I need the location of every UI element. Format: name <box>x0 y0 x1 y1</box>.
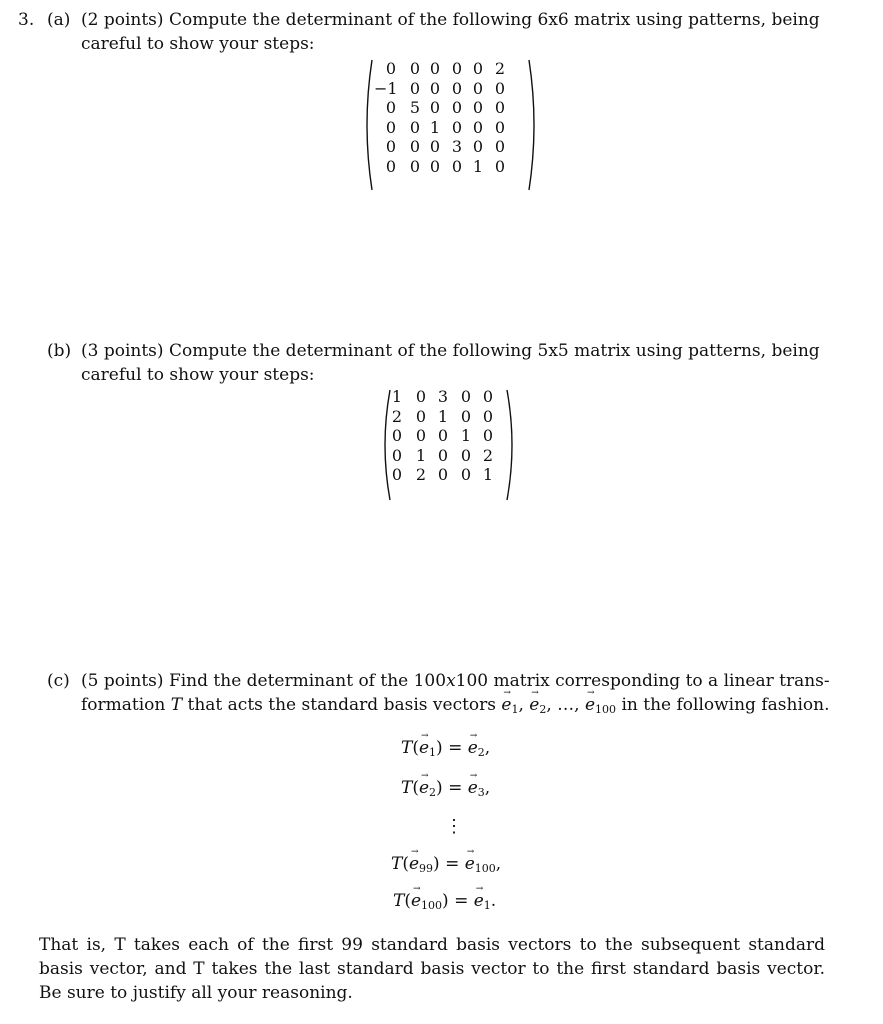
matrix-entry: 0 <box>472 98 483 118</box>
matrix-entry: 0 <box>460 387 471 406</box>
matrix-entry: 0 <box>451 78 462 98</box>
matrix-entry: 0 <box>415 426 426 446</box>
equation-2: $T(\to e_2)$ = → $e_3$, <box>401 780 490 798</box>
part-c-label: (c) <box>47 671 70 691</box>
part-a-label: (a) <box>47 10 71 30</box>
equation-3: $T(\to e_{99})$ = → $e_{100}$, <box>391 856 501 874</box>
matrix-entry: 2 <box>482 445 493 465</box>
matrix-entry: 0 <box>391 445 402 465</box>
vertical-ellipsis: ⋮ <box>445 816 463 837</box>
matrix-entry: 0 <box>429 98 440 118</box>
matrix-entry: 0 <box>494 98 505 118</box>
matrix-entry: 0 <box>494 156 505 176</box>
matrix-entry: 0 <box>437 465 448 485</box>
matrix-entry: 0 <box>472 117 483 137</box>
matrix-entry: 0 <box>415 406 426 426</box>
matrix-entry: 0 <box>385 98 396 118</box>
matrix-entry: 0 <box>482 387 493 406</box>
matrix-entry: 0 <box>409 78 420 98</box>
matrix-entry: 0 <box>429 59 440 78</box>
matrix-entry: 0 <box>460 465 471 485</box>
matrix-entry: 0 <box>494 117 505 137</box>
matrix-entry: 0 <box>409 59 420 78</box>
matrix-entry: 0 <box>451 117 462 137</box>
matrix-entry: 0 <box>460 406 471 426</box>
matrix-entry: 1 <box>415 445 426 465</box>
problem-number: 3. <box>18 10 35 30</box>
matrix-entry: 0 <box>429 156 440 176</box>
matrix-entry: 0 <box>391 426 402 446</box>
matrix-entry: 3 <box>451 137 462 157</box>
matrix-entry: 0 <box>415 387 426 406</box>
part-b-line1: (3 points) Compute the determinant of the following 5x5 matrix using patterns, being <box>81 341 820 361</box>
part-b-label: (b) <box>47 341 72 361</box>
equation-1: $T(\to e_1)$ = → $e_2$, <box>401 740 490 758</box>
matrix-entry: 0 <box>460 445 471 465</box>
matrix-b-right-paren <box>505 388 519 502</box>
matrix-a <box>374 59 505 177</box>
matrix-entry: −1 <box>374 78 398 98</box>
matrix-entry: 0 <box>494 78 505 98</box>
matrix-a-left-paren <box>360 58 374 192</box>
matrix-entry: 0 <box>472 59 483 78</box>
matrix-entry: 0 <box>437 445 448 465</box>
matrix-entry: 1 <box>437 406 448 426</box>
matrix-entry: 2 <box>391 406 402 426</box>
equation-4: $T(\to e_{100})$ = → $e_1$. <box>393 893 496 911</box>
matrix-b <box>388 387 493 485</box>
matrix-entry: 1 <box>391 387 402 406</box>
matrix-entry: 1 <box>482 465 493 485</box>
matrix-entry: 1 <box>429 117 440 137</box>
matrix-entry: 0 <box>385 156 396 176</box>
matrix-entry: 0 <box>429 137 440 157</box>
matrix-entry: 0 <box>391 465 402 485</box>
matrix-entry: 1 <box>460 426 471 446</box>
matrix-entry: 2 <box>494 59 505 78</box>
part-c-closing-paragraph: That is, T takes each of the first 99 standard basis vectors to the subsequent standard basis vector, and T takes the last standard basis vector to the first standard basis vector. Be sure to justify all your reasoning. <box>39 935 825 1003</box>
matrix-entry: 3 <box>437 387 448 406</box>
matrix-entry: 0 <box>385 137 396 157</box>
matrix-entry: 2 <box>415 465 426 485</box>
matrix-entry: 0 <box>409 137 420 157</box>
part-c-line2: formation T that acts the standard basis vectors → $e_1$, → $e_2$, …, → $e_{100}$ in the following fashion. <box>81 697 829 715</box>
matrix-entry: 0 <box>437 426 448 446</box>
part-a-line2: careful to show your steps: <box>81 34 315 54</box>
matrix-entry: 0 <box>472 137 483 157</box>
part-c-line1: (5 points) Find the determinant of the 100x100 matrix corresponding to a linear trans- <box>81 671 830 691</box>
matrix-entry: 0 <box>472 78 483 98</box>
part-a-line1: (2 points) Compute the determinant of the following 6x6 matrix using patterns, being <box>81 10 820 30</box>
matrix-entry: 0 <box>494 137 505 157</box>
matrix-entry: 0 <box>451 98 462 118</box>
matrix-entry: 0 <box>409 117 420 137</box>
matrix-entry: 0 <box>451 156 462 176</box>
matrix-entry: 1 <box>472 156 483 176</box>
matrix-entry: 0 <box>451 59 462 78</box>
matrix-entry: 0 <box>385 117 396 137</box>
matrix-entry: 0 <box>409 156 420 176</box>
part-b-line2: careful to show your steps: <box>81 365 315 385</box>
matrix-entry: 0 <box>482 406 493 426</box>
matrix-entry: 0 <box>385 59 396 78</box>
matrix-a-right-paren <box>527 58 541 192</box>
matrix-entry: 0 <box>429 78 440 98</box>
matrix-entry: 5 <box>409 98 420 118</box>
matrix-entry: 0 <box>482 426 493 446</box>
